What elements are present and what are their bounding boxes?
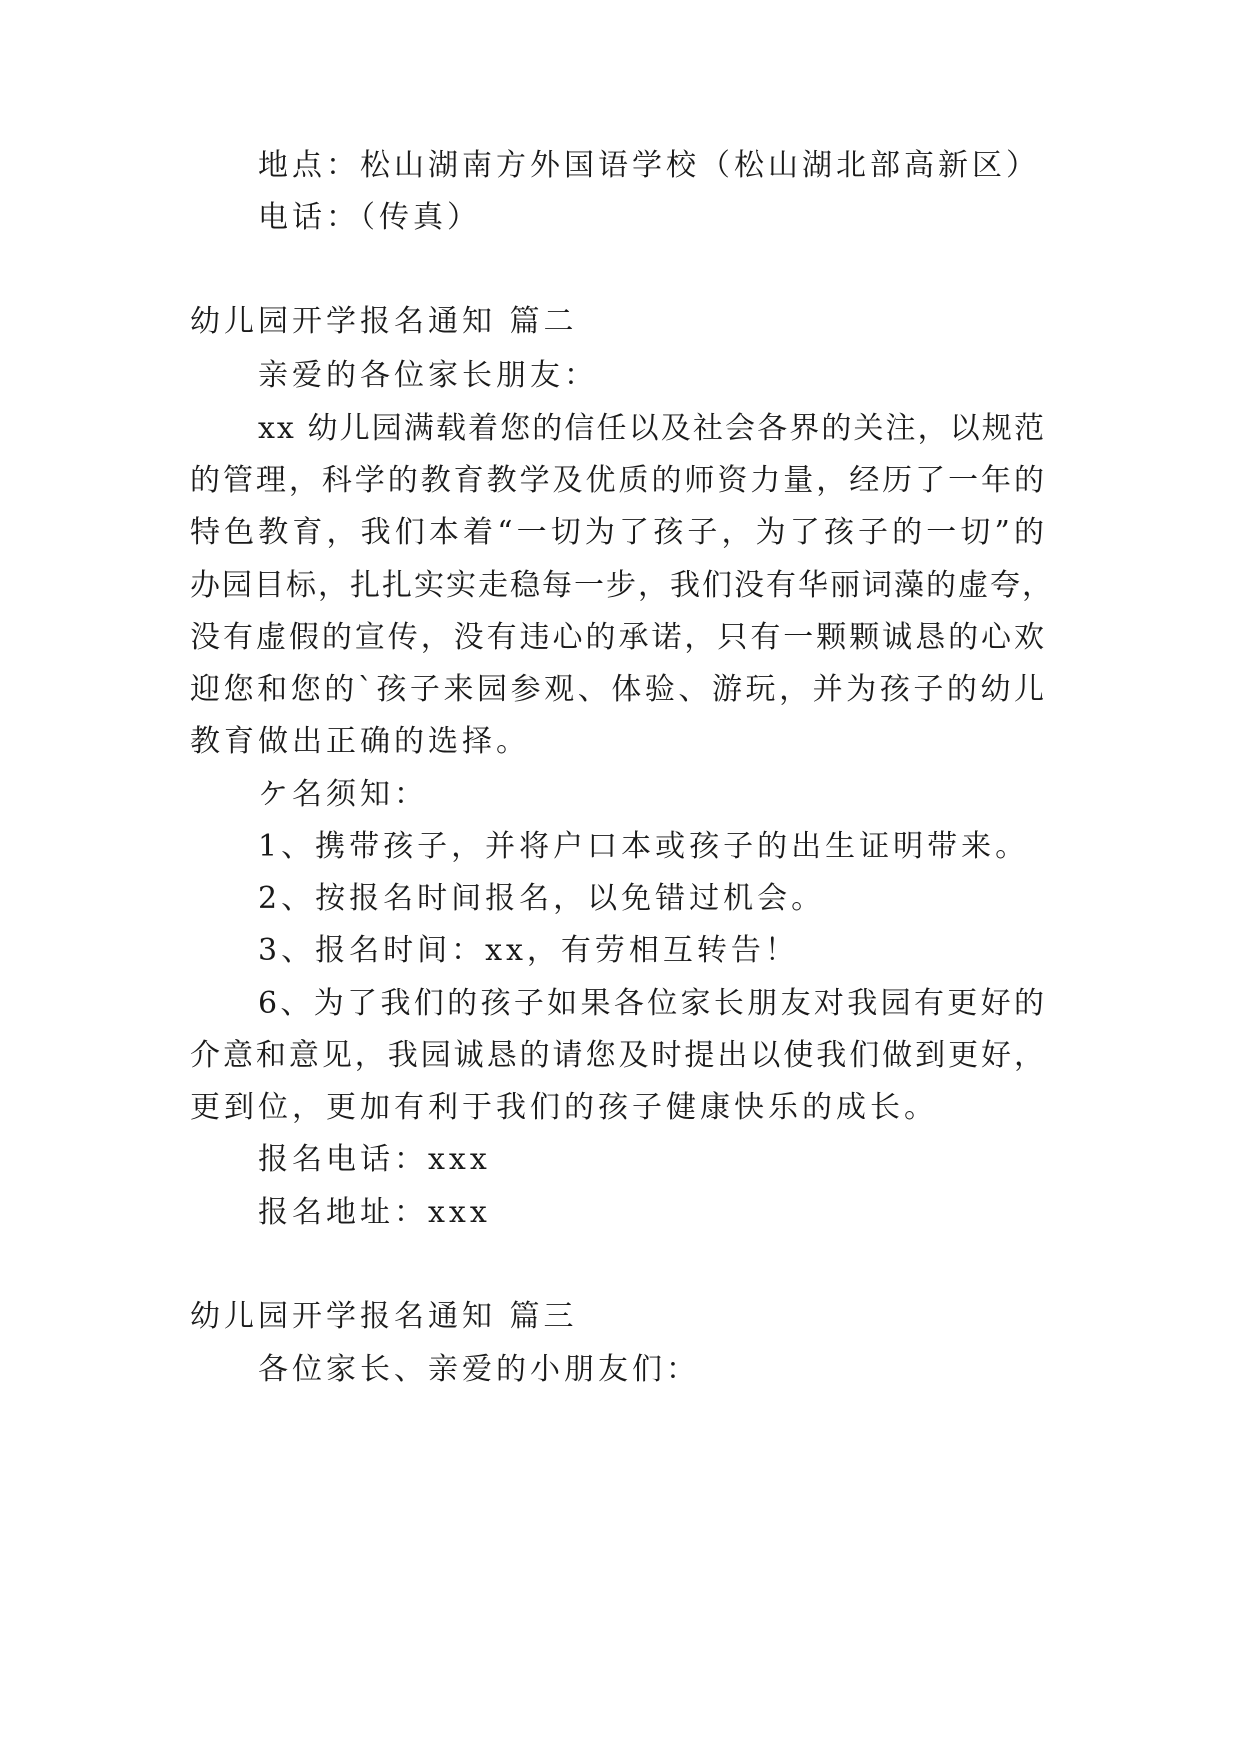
signup-address: 报名地址：xxx [258, 1195, 491, 1230]
section-heading: 幼儿园开学报名通知 篇三 [190, 1299, 578, 1334]
greeting: 各位家长、亲爱的小朋友们： [258, 1352, 700, 1387]
paragraph-line: 办园目标，扎扎实实走稳每一步，我们没有华丽词藻的虚夸， [190, 568, 1054, 603]
signup-phone: 报名电话：xxx [258, 1142, 491, 1177]
paragraph-line: 教育做出正确的选择。 [190, 724, 530, 759]
list-item: 6、为了我们的孩子如果各位家长朋友对我园有更好的 [258, 986, 1046, 1021]
list-item: 2、按报名时间报名，以免错过机会。 [258, 881, 826, 916]
greeting: 亲爱的各位家长朋友： [258, 358, 598, 393]
section-heading: 幼儿园开学报名通知 篇二 [190, 304, 578, 339]
phone-line: 电话：（传真） [258, 200, 481, 235]
paragraph-line: 更到位，更加有利于我们的孩子健康快乐的成长。 [190, 1090, 938, 1125]
paragraph-line: 迎您和您的`孩子来园参观、体验、游玩，并为孩子的幼儿 [190, 672, 1046, 707]
notice-title: ケ名须知： [258, 777, 428, 812]
paragraph-line: 的管理，科学的教育教学及优质的师资力量，经历了一年的 [190, 463, 1046, 498]
paragraph-line: xx 幼儿园满载着您的信任以及社会各界的关注，以规范 [258, 411, 1046, 446]
paragraph-line: 特色教育，我们本着“一切为了孩子，为了孩子的一切”的 [190, 515, 1046, 550]
location-line: 地点：松山湖南方外国语学校（松山湖北部高新区） [258, 148, 1040, 183]
list-item: 1、携带孩子，并将户口本或孩子的出生证明带来。 [258, 829, 1030, 864]
list-item: 3、报名时间：xx，有劳相互转告！ [258, 933, 799, 968]
paragraph-line: 介意和意见，我园诚恳的请您及时提出以使我们做到更好， [190, 1038, 1046, 1073]
paragraph-line: 没有虚假的宣传，没有违心的承诺，只有一颗颗诚恳的心欢 [190, 620, 1046, 655]
